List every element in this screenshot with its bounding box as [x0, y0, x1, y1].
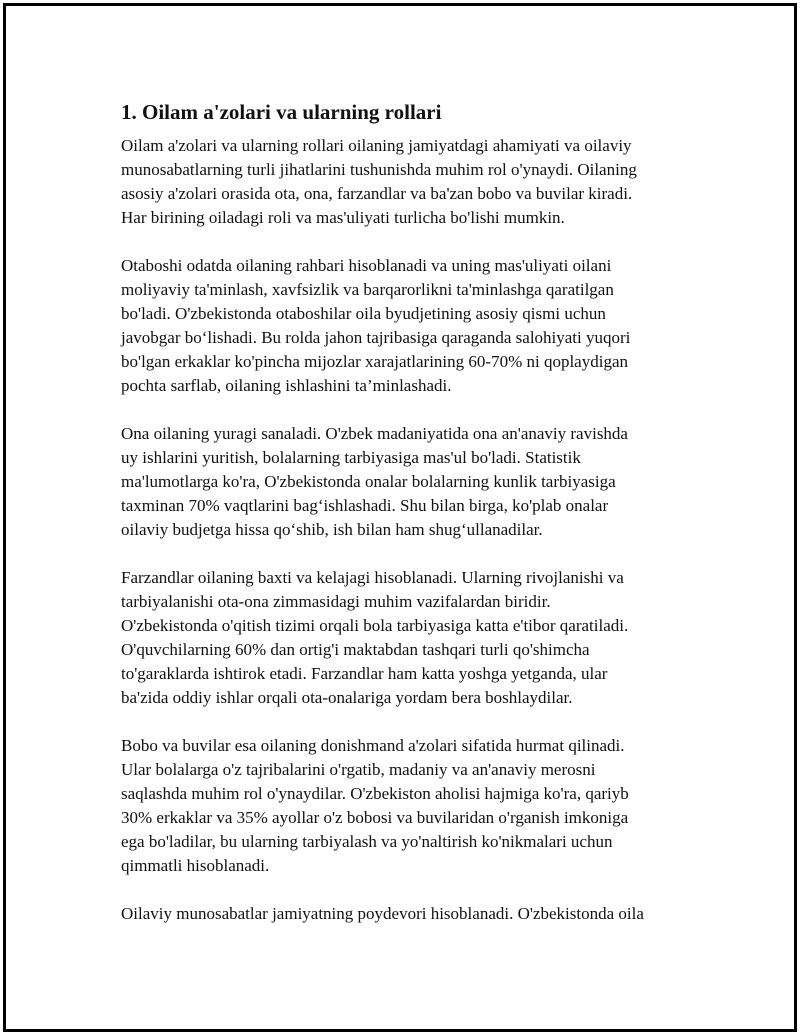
paragraph-family-relations	[121, 902, 701, 926]
text-line: Ona oilaning yuragi sanaladi. O'zbek madaniyatida ona an'anaviy ravishda	[121, 424, 628, 443]
paragraph-children	[121, 566, 701, 710]
text-line: taxminan 70% vaqtlarini bag‘ishlashadi. Shu bilan birga, ko'plab onalar	[121, 496, 609, 515]
text-line: saqlashda muhim rol o'ynaydilar. O'zbekiston aholisi hajmiga ko'ra, qariyb	[121, 784, 629, 803]
paragraph-father	[121, 254, 701, 398]
text-line: bo'lgan erkaklar ko'pincha mijozlar xarajatlarining 60-70% ni qoplaydigan	[121, 352, 628, 371]
section-heading: 1. Oilam a'zolari va ularning rollari	[121, 100, 442, 124]
text-line: uy ishlarini yuritish, bolalarning tarbiyasiga mas'ul bo'ladi. Statistik	[121, 448, 581, 467]
text-line: tarbiyalanishi ota-ona zimmasidagi muhim vazifalardan biridir.	[121, 592, 551, 611]
paragraph-family-roles	[121, 134, 701, 230]
text-line: ma'lumotlarga ko'ra, O'zbekistonda onalar bolalarning kunlik tarbiyasiga	[121, 472, 616, 491]
text-line: oilaviy budjetga hissa qo‘shib, ish bilan ham shug‘ullanadilar.	[121, 520, 543, 539]
text-line: bo'ladi. O'zbekistonda otaboshilar oila byudjetining asosiy qismi uchun	[121, 304, 606, 323]
text-line: ega bo'ladilar, bu ularning tarbiyalash va yo'naltirish ko'nikmalari uchun	[121, 832, 613, 851]
text-line: Otaboshi odatda oilaning rahbari hisoblanadi va uning mas'uliyati oilani	[121, 256, 612, 275]
text-line: 30% erkaklar va 35% ayollar o'z bobosi va buvilaridan o'rganish imkoniga	[121, 808, 629, 827]
text-line: O'quvchilarning 60% dan ortig'i maktabdan tashqari turli qo'shimcha	[121, 640, 590, 659]
text-line: Ular bolalarga o'z tajribalarini o'rgatib, madaniy va an'anaviy merosni	[121, 760, 596, 779]
text-line: pochta sarflab, oilaning ishlashini ta’minlashadi.	[121, 376, 452, 395]
text-line: Oilaviy munosabatlar jamiyatning poydevori hisoblanadi. O'zbekistonda oila	[121, 904, 644, 923]
text-line: Farzandlar oilaning baxti va kelajagi hisoblanadi. Ularning rivojlanishi va	[121, 568, 624, 587]
text-line: to'garaklarda ishtirok etadi. Farzandlar ham katta yoshga yetganda, ular	[121, 664, 608, 683]
text-line: javobgar bo‘lishadi. Bu rolda jahon tajribasiga qaraganda salohiyati yuqori	[121, 328, 631, 347]
text-line: Har birining oiladagi roli va mas'uliyati turlicha bo'lishi mumkin.	[121, 208, 565, 227]
text-line: moliyaviy ta'minlash, xavfsizlik va barqarorlikni ta'minlashga qaratilgan	[121, 280, 614, 299]
text-line: O'zbekistonda o'qitish tizimi orqali bola tarbiyasiga katta e'tibor qaratiladi.	[121, 616, 629, 635]
text-line: munosabatlarning turli jihatlarini tushunishda muhim rol o'ynaydi. Oilaning	[121, 160, 637, 179]
page-frame	[3, 3, 797, 1032]
text-line: qimmatli hisoblanadi.	[121, 856, 270, 875]
text-line: Oilam a'zolari va ularning rollari oilaning jamiyatdagi ahamiyati va oilaviy	[121, 136, 632, 155]
document-body	[121, 98, 701, 926]
paragraph-mother	[121, 422, 701, 542]
text-line: asosiy a'zolari orasida ota, ona, farzandlar va ba'zan bobo va buvilar kiradi.	[121, 184, 633, 203]
text-line: ba'zida oddiy ishlar orqali ota-onalariga yordam bera boshlaydilar.	[121, 688, 573, 707]
text-line: Bobo va buvilar esa oilaning donishmand a'zolari sifatida hurmat qilinadi.	[121, 736, 625, 755]
paragraph-grandparents	[121, 734, 701, 878]
